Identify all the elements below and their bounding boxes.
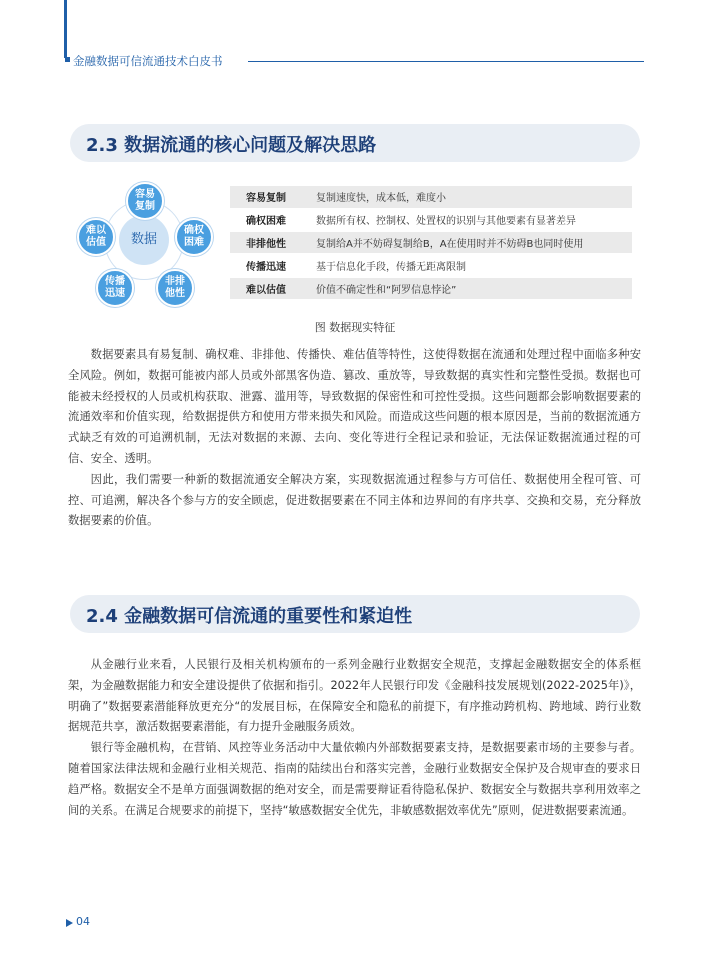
- diagram-node-hard-valuation: 难以 估值: [77, 218, 115, 256]
- document-title: 金融数据可信流通技术白皮书: [73, 54, 223, 68]
- row-value: 基于信息化手段，传播无距离限制: [316, 261, 466, 273]
- figure-caption: 图 数据现实特征: [314, 321, 396, 334]
- table-row: [230, 232, 632, 254]
- section-heading-2-3: [70, 124, 640, 162]
- header-accent-bar: [64, 0, 67, 58]
- section-heading-2-4: [70, 595, 640, 633]
- table-row: [230, 209, 632, 231]
- page-number: 04: [76, 915, 90, 928]
- table-row: [230, 255, 632, 277]
- section-2-4-body: [68, 655, 641, 821]
- row-key: 难以估值: [246, 284, 286, 296]
- data-characteristics-diagram: [74, 180, 219, 305]
- table-row: [230, 186, 632, 208]
- header-rule: [248, 61, 644, 62]
- row-key: 传播迅速: [246, 261, 286, 273]
- diagram-node-fast-spread: 传播 迅速: [96, 269, 134, 307]
- table-row: [230, 278, 632, 300]
- section-title-2-3: 2.3 数据流通的核心问题及解决思路: [86, 135, 377, 156]
- row-key: 确权困难: [246, 216, 286, 228]
- section-title-2-4: 2.4 金融数据可信流通的重要性和紧迫性: [86, 606, 413, 627]
- row-key: 容易复制: [246, 193, 286, 205]
- paragraph: 银行等金融机构，在营销、风控等业务活动中大量依赖内外部数据要素支持，是数据要素市场的主要参与者。随着国家法律法规和金融行业相关规范、指南的陆续出台和落实完善，金融行业数据安全保护及合规审查的要求日趋严格。数据安全不是单方面强调数据的绝对安全，而是需要辩证看待隐私保护、数据安全与数据共享利用效率之间的关系。在满足合规要求的前提下，坚持“敏感数据安全优先，非敏感数据效率优先”原则，促进数据要素流通。: [68, 741, 641, 817]
- row-value: 数据所有权、控制权、处置权的识别与其他要素有显著差异: [316, 216, 576, 228]
- row-value: 价值不确定性和“阿罗信息悖论”: [316, 284, 457, 296]
- row-value: 复制速度快，成本低，难度小: [316, 193, 446, 205]
- header-dot: [65, 57, 70, 62]
- section-2-3-body: [68, 345, 641, 532]
- page-arrow-icon: [66, 919, 73, 927]
- row-value: 复制给A并不妨碍复制给B，A在使用时并不妨碍B也同时使用: [316, 239, 584, 251]
- paragraph: 数据要素具有易复制、确权难、非排他、传播快、难估值等特性，这使得数据在流通和处理过程中面临多种安全风险。例如，数据可能被内部人员或外部黑客伪造、篡改、重放等，导致数据的真实性和完整性受损。数据也可能被未经授权的人员或机构获取、泄露、滥用等，导致数据的保密性和可控性受损。这些问题都会影响数据要素的流通效率和价值实现，给数据提供方和使用方带来损失和风险。而造成这些问题的根本原因是，当前的数据流通方式缺乏有效的可追溯机制，无法对数据的来源、去向、变化等进行全程记录和验证，无法保证数据流通过程的可信、安全、透明。: [68, 348, 641, 465]
- paragraph: 从金融行业来看，人民银行及相关机构颁布的一系列金融行业数据安全规范，支撑起金融数据安全的体系框架，为金融数据能力和安全建设提供了依据和指引。2022年人民银行印发《金融科技发展规划(2022-2025年)》，明确了”数据要素潜能释放更充分“的发展目标，在保障安全和隐私的前提下，有序推动跨机构、跨地域、跨行业数据规范共享，激活数据要素潜能，有力提升金融服务质效。: [68, 658, 641, 734]
- diagram-node-easy-copy: 容易 复制: [126, 182, 164, 220]
- row-key: 非排他性: [246, 239, 286, 251]
- diagram-center: 数据: [119, 215, 169, 265]
- paragraph: 因此，我们需要一种新的数据流通安全解决方案，实现数据流通过程参与方可信任、数据使用全程可管、可控、可追溯，解决各个参与方的安全顾虑，促进数据要素在不同主体和边界间的有序共享、交换和交易，充分释放数据要素的价值。: [68, 472, 641, 528]
- characteristics-table: [230, 186, 632, 300]
- diagram-node-ownership: 确权 困难: [175, 218, 213, 256]
- diagram-node-non-exclusive: 非排 他性: [156, 269, 194, 307]
